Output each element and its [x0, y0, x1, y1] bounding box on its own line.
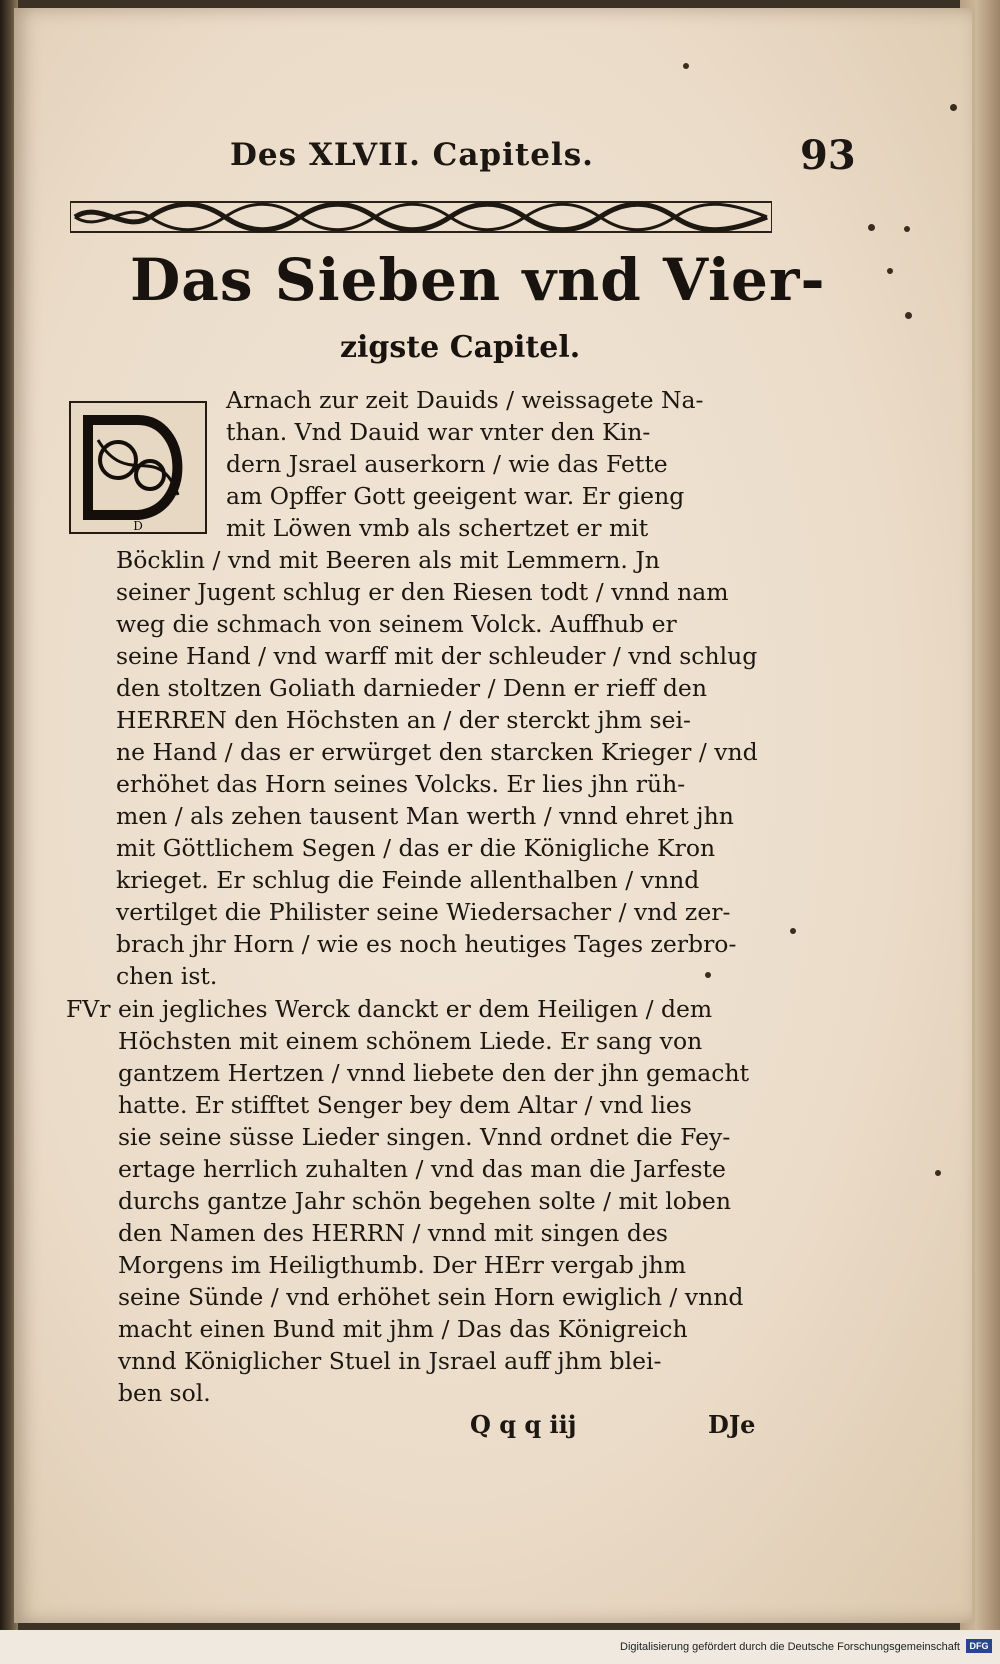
ink-spot [935, 1170, 941, 1176]
initial-letter-text: D [133, 519, 143, 533]
text-line: vnnd Königlicher Stuel in Jsrael auff jhm blei- [118, 1347, 662, 1375]
signature-mark: Q q q iij [470, 1410, 577, 1439]
ink-spot [868, 224, 875, 231]
text-line: ben sol. [118, 1379, 211, 1407]
page-number: 93 [800, 132, 856, 179]
ink-spot [950, 104, 957, 111]
text-line: seine Sünde / vnd erhöhet sein Horn ewiglich / vnnd [118, 1283, 744, 1311]
text-line: HERREN den Höchsten an / der sterckt jhm sei- [116, 706, 691, 734]
text-line: mit Löwen vmb als schertzet er mit [226, 514, 649, 542]
footer-credit: Digitalisierung gefördert durch die Deutsche Forschungsgemeinschaft [620, 1641, 960, 1653]
text-line: than. Vnd Dauid war vnter den Kin- [226, 418, 651, 446]
text-line: vertilget die Philister seine Wiedersacher / vnd zer- [116, 898, 731, 926]
text-line: seiner Jugent schlug er den Riesen todt / vnnd nam [116, 578, 729, 606]
text-line: men / als zehen tausent Man werth / vnnd ehret jhn [116, 802, 734, 830]
decorative-border-ornament [70, 200, 772, 234]
text-line: seine Hand / vnd warff mit der schleuder / vnd schlug [116, 642, 758, 670]
chapter-title-line2: zigste Capitel. [340, 330, 581, 365]
text-line: hatte. Er stifftet Senger bey dem Altar / vnd lies [118, 1091, 692, 1119]
text-line: ertage herrlich zuhalten / vnd das man die Jarfeste [118, 1155, 726, 1183]
catchword: DJe [708, 1410, 756, 1439]
text-line: Morgens im Heiligthumb. Der HErr vergab jhm [118, 1251, 687, 1279]
ink-spot [887, 268, 893, 274]
ink-spot [683, 63, 689, 69]
ink-spot [905, 312, 912, 319]
text-line: Arnach zur zeit Dauids / weissagete Na- [226, 386, 704, 414]
text-line: chen ist. [116, 962, 218, 990]
text-line: mit Göttlichem Segen / das er die Königliche Kron [116, 834, 716, 862]
text-line: den stoltzen Goliath darnieder / Denn er rieff den [116, 674, 707, 702]
ink-spot [705, 972, 711, 978]
text-line: Böcklin / vnd mit Beeren als mit Lemmern. Jn [116, 546, 660, 574]
text-line: durchs gantze Jahr schön begehen solte / mit loben [118, 1187, 731, 1215]
text-line: am Opffer Gott geeigent war. Er gieng [226, 482, 685, 510]
text-line: FVr ein jegliches Werck danckt er dem Heiligen / dem [66, 995, 713, 1023]
text-line: den Namen des HERRN / vnnd mit singen des [118, 1219, 668, 1247]
ink-spot [790, 928, 796, 934]
ink-spot [904, 226, 910, 232]
text-line: erhöhet das Horn seines Volcks. Er lies jhn rüh- [116, 770, 686, 798]
text-line: macht einen Bund mit jhm / Das das Königreich [118, 1315, 688, 1343]
text-line: dern Jsrael auserkorn / wie das Fette [226, 450, 668, 478]
text-line: ne Hand / das er erwürget den starcken Krieger / vnd [116, 738, 758, 766]
running-head: Des XLVII. Capitels. [230, 137, 594, 173]
chapter-title-line1: Das Sieben vnd Vier- [130, 246, 826, 314]
text-line: krieget. Er schlug die Feinde allenthalben / vnnd [116, 866, 700, 894]
paragraph-2 [66, 993, 756, 1409]
text-line: brach jhr Horn / wie es noch heutiges Tages zerbro- [116, 930, 737, 958]
text-line: Höchsten mit einem schönem Liede. Er sang von [118, 1027, 703, 1055]
text-line: sie seine süsse Lieder singen. Vnnd ordnet die Fey- [118, 1123, 731, 1151]
dfg-logo: DFG [966, 1639, 992, 1653]
text-line: weg die schmach von seinem Volck. Auffhub er [116, 610, 677, 638]
text-line: gantzem Hertzen / vnnd liebete den der jhn gemacht [118, 1059, 750, 1087]
paragraph-1 [116, 384, 756, 992]
